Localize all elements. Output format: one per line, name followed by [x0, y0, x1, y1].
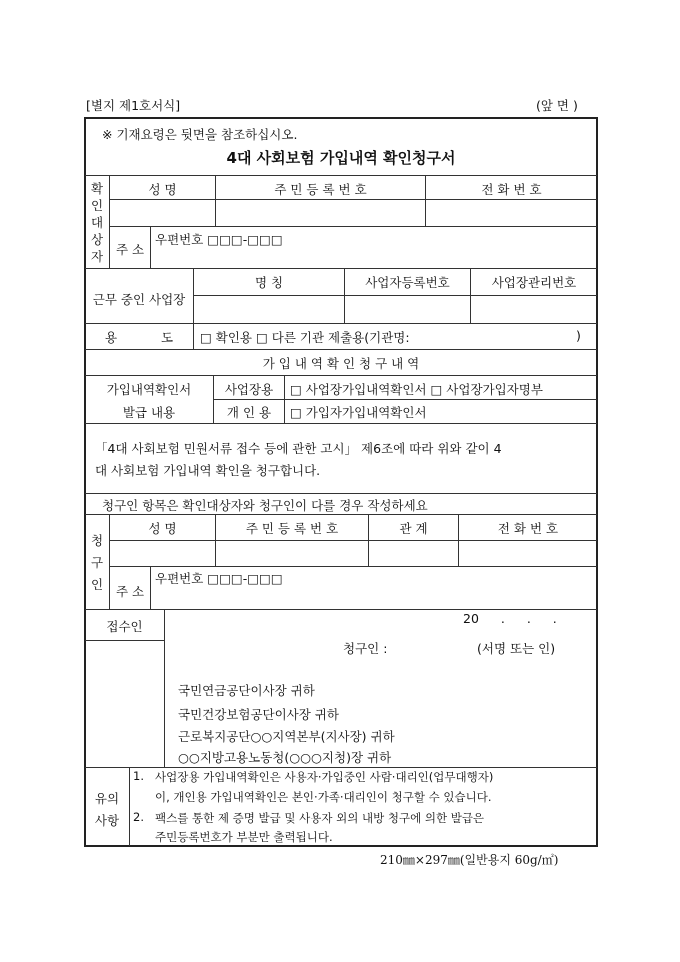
note-2-number: 2. [133, 810, 144, 824]
divider [85, 767, 597, 768]
purpose-label: 용 도 [104, 330, 174, 345]
requester-note: 청구인 항목은 확인대상자와 청구인이 다를 경우 작성하세요 [102, 498, 428, 513]
requester-resident-no-field[interactable] [216, 541, 368, 566]
workplace-name-field[interactable] [194, 296, 344, 323]
requester-signer-label: 청구인 : [343, 641, 388, 656]
addressee-comwel: 근로복지공단○○지역본부(지사장) 귀하 [178, 729, 395, 744]
note-2-line2: 주민등록번호가 부분만 출력됩니다. [155, 830, 333, 844]
notice-text: ※ 기재요령은 뒷면을 참조하십시오. [102, 127, 298, 142]
divider [150, 566, 151, 609]
divider [85, 640, 164, 641]
requester-col-relation: 관 계 [399, 521, 428, 536]
purpose-close-paren: ) [576, 328, 581, 343]
detail-type-workplace: 사업장용 [224, 382, 274, 397]
purpose-options[interactable]: □ 확인용 □ 다른 기관 제출용(기관명: [200, 330, 410, 345]
divider [85, 175, 597, 176]
note-1-number: 1. [133, 769, 144, 783]
subject-col-name: 성 명 [148, 182, 177, 197]
divider [85, 323, 597, 324]
form-number: [별지 제1호서식] [86, 98, 181, 113]
note-2-line1: 팩스를 통한 제 증명 발급 및 사용자 외의 내방 청구에 의한 발급은 [155, 811, 485, 825]
workplace-col-name: 명 칭 [254, 275, 284, 290]
divider [85, 423, 597, 424]
divider [85, 349, 597, 350]
subject-resident-no-field[interactable] [216, 200, 425, 226]
workplace-business-no-field[interactable] [345, 296, 470, 323]
subject-address-label: 주 소 [115, 242, 145, 257]
divider [109, 566, 597, 567]
receipt-label: 접수인 [106, 619, 143, 634]
divider [150, 226, 151, 268]
divider [85, 268, 597, 269]
divider [129, 768, 130, 846]
form-title: 4대 사회보험 가입내역 확인청구서 [226, 149, 456, 167]
workplace-col-business-no: 사업자등록번호 [365, 275, 450, 290]
signature-hint[interactable]: (서명 또는 인) [477, 641, 556, 656]
addressee-nhis: 국민건강보험공단이사장 귀하 [178, 707, 339, 722]
notes-label-line1: 유의 [94, 791, 120, 806]
detail-options-personal[interactable]: □ 가입자가입내역확인서 [290, 405, 427, 420]
divider [85, 493, 597, 494]
note-1-line1: 사업장용 가입내역확인은 사용자·가입중인 사람·대리인(업무대행자) [155, 770, 494, 784]
requester-postal-code[interactable]: 우편번호 □□□-□□□ [155, 571, 283, 586]
subject-col-phone: 전 화 번 호 [481, 182, 542, 197]
notes-label-line2: 사항 [94, 813, 120, 828]
requester-col-phone: 전 화 번 호 [497, 521, 559, 536]
detail-heading: 가 입 내 역 확 인 청 구 내 역 [262, 356, 420, 371]
divider [85, 514, 597, 515]
workplace-label: 근무 중인 사업장 [92, 292, 186, 307]
statement-line2: 대 사회보험 가입내역 확인을 청구합니다. [95, 463, 321, 478]
subject-side-label: 확인대상자 [90, 181, 104, 264]
detail-options-workplace[interactable]: □ 사업장가입내역확인서 □ 사업장가입자명부 [290, 382, 543, 397]
workplace-col-management-no: 사업장관리번호 [491, 275, 577, 290]
requester-col-name: 성 명 [148, 521, 177, 536]
requester-side-label: 청구인 [90, 533, 104, 592]
detail-type-personal: 개 인 용 [226, 405, 272, 420]
workplace-management-no-field[interactable] [471, 296, 597, 323]
divider [85, 375, 597, 376]
requester-name-field[interactable] [110, 541, 215, 566]
addressee-nps: 국민연금공단이사장 귀하 [178, 683, 315, 698]
requester-phone-field[interactable] [459, 541, 597, 566]
divider [164, 610, 165, 767]
statement-line1: 「4대 사회보험 민원서류 접수 등에 관한 고시」 제6조에 따라 위와 같이 4 [95, 441, 502, 456]
note-1-line2: 이, 개인용 가입내역확인은 본인·가족·대리인이 청구할 수 있습니다. [155, 790, 492, 804]
subject-name-field[interactable] [110, 200, 215, 226]
paper-spec: 210㎜×297㎜(일반용지 60g/㎡) [380, 853, 559, 867]
divider [109, 226, 597, 227]
divider [284, 376, 285, 423]
subject-col-resident-no: 주 민 등 록 번 호 [274, 182, 367, 197]
requester-col-resident-no: 주 민 등 록 번 호 [245, 521, 339, 536]
requester-address-label: 주 소 [115, 584, 145, 599]
addressee-labor-office: ○○지방고용노동청(○○○지청)장 귀하 [178, 750, 392, 765]
requester-relation-field[interactable] [369, 541, 458, 566]
detail-label-line1: 가입내역확인서 [106, 382, 192, 397]
subject-phone-field[interactable] [426, 200, 597, 226]
detail-label-line2: 발급 내용 [122, 405, 176, 420]
divider [213, 399, 597, 400]
divider [85, 609, 597, 610]
application-date[interactable]: 20 . . . [463, 611, 557, 626]
subject-postal-code[interactable]: 우편번호 □□□-□□□ [155, 232, 283, 247]
page-side: (앞 면 ) [536, 98, 578, 113]
